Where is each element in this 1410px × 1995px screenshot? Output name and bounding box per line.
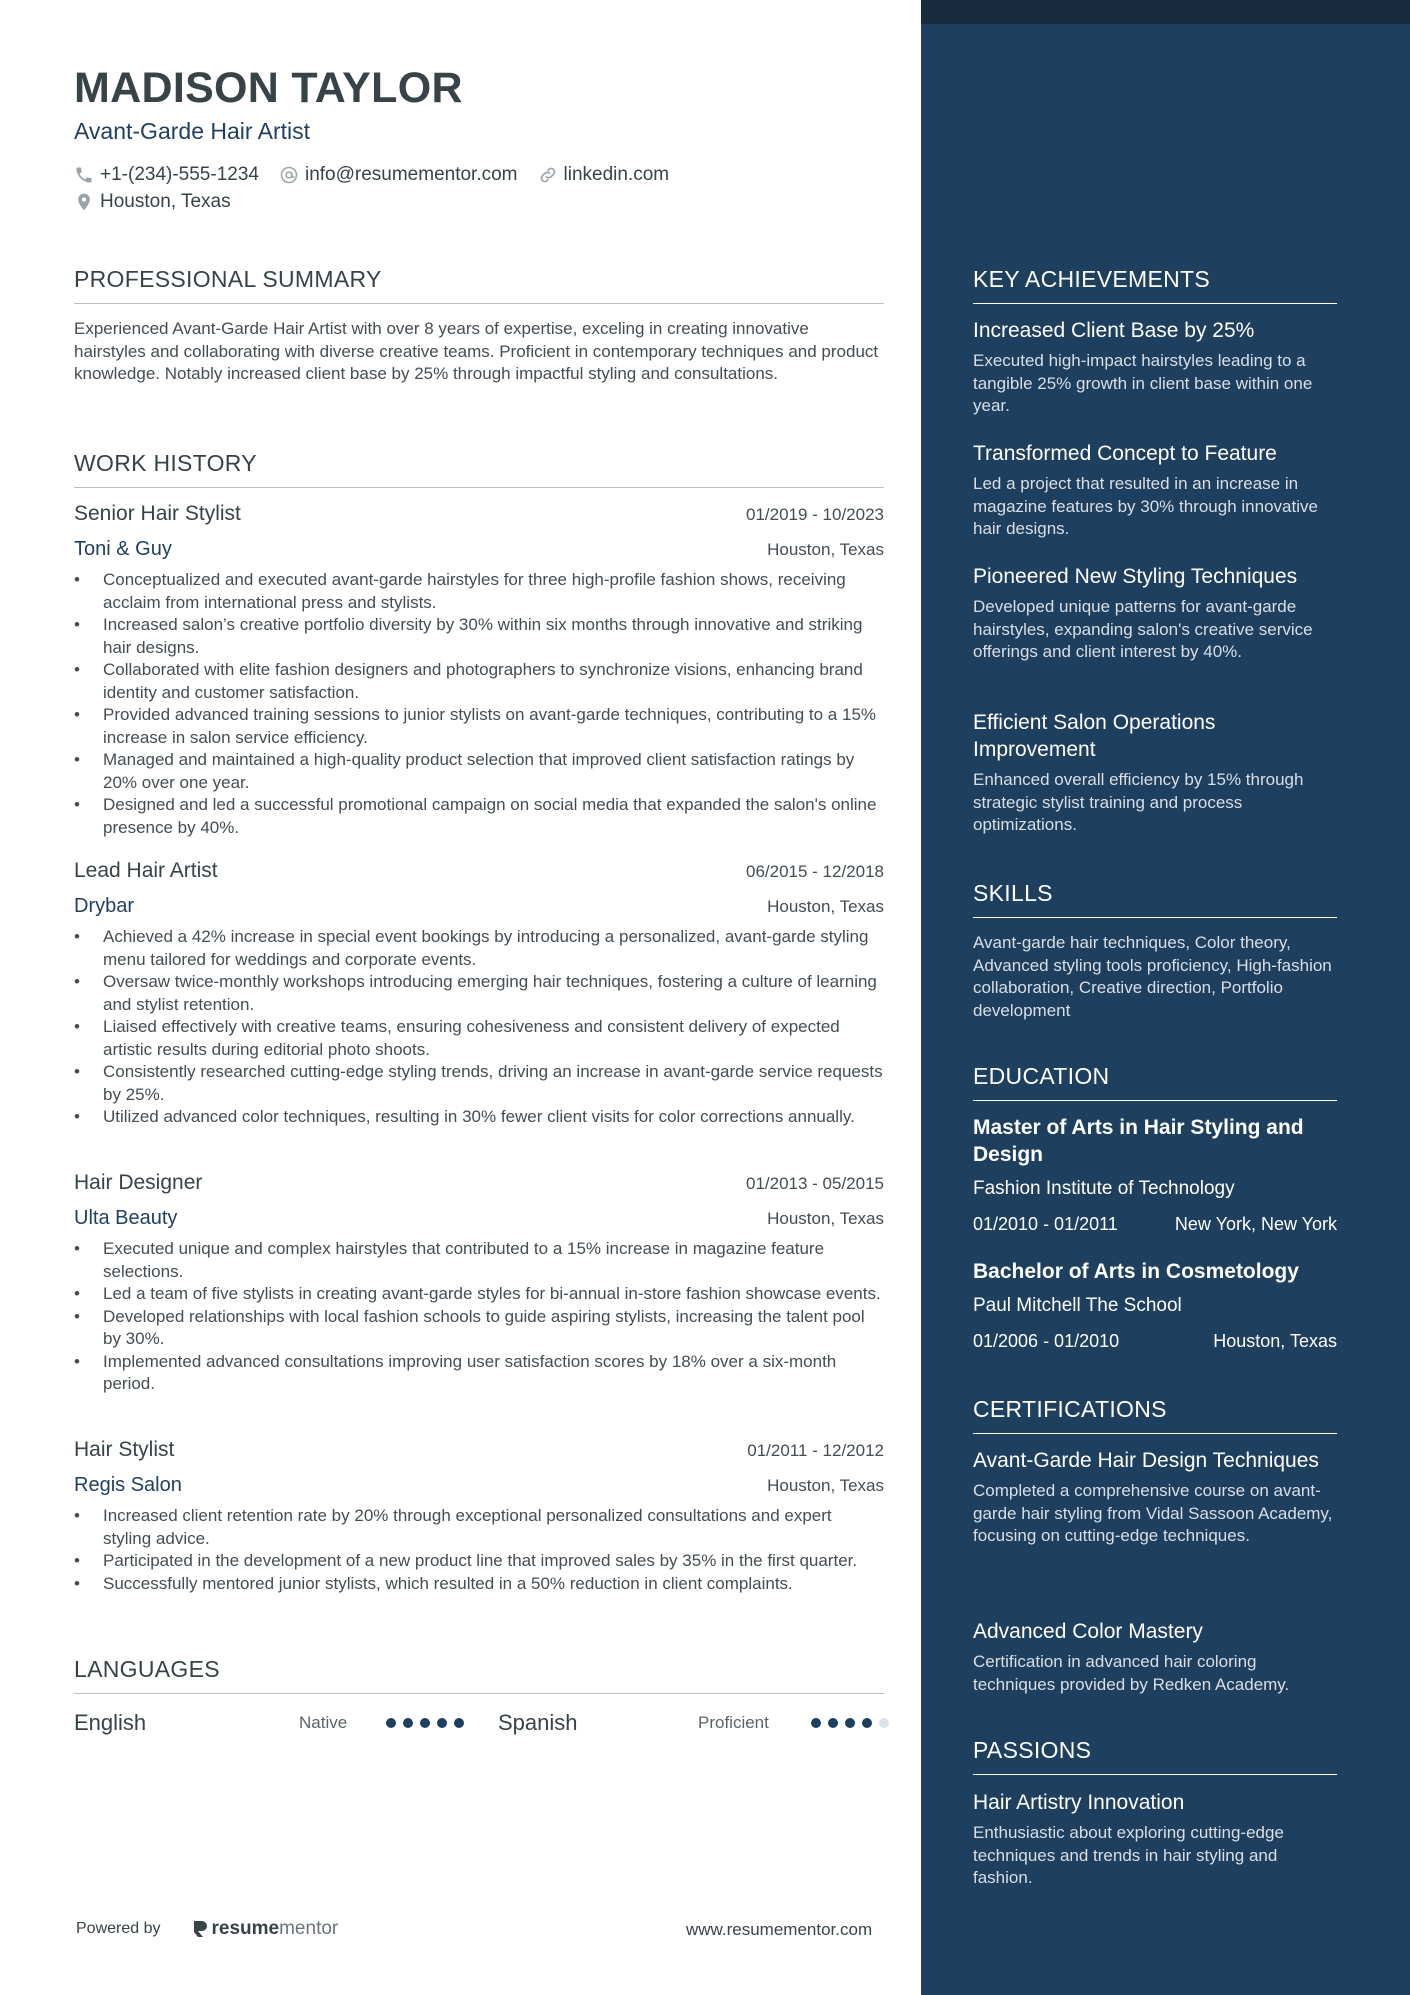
skills-block: [973, 932, 1337, 1022]
job-position: Hair Stylist: [74, 1438, 175, 1461]
bullet-item: • Managed and maintained a high-quality product selection that improved client satisfaction ratings by 20% over one year.: [74, 749, 884, 794]
certification-text: Certification in advanced hair coloring techniques provided by Redken Academy.: [973, 1652, 1290, 1694]
achievement-title: Pioneered New Styling Techniques: [973, 565, 1298, 588]
bullet-item: • Led a team of five stylists in creating avant-garde styles for bi-annual in-store fashion showcase events.: [74, 1283, 884, 1306]
job-company: Regis Salon: [74, 1474, 182, 1496]
job-company: Drybar: [74, 895, 135, 917]
education-degree: Master of Arts in Hair Styling and Design: [973, 1116, 1304, 1166]
language-item: [74, 1710, 471, 1736]
job-bullets: [74, 1238, 884, 1396]
rating-dot-filled: [454, 1718, 464, 1728]
achievement-text: Led a project that resulted in an increase in magazine features by 30% through innovative hair designs.: [973, 474, 1318, 538]
rating-dot-filled: [403, 1718, 413, 1728]
achievements-heading: KEY ACHIEVEMENTS: [973, 266, 1337, 304]
work-history-heading: WORK HISTORY: [74, 450, 884, 488]
rating-dot-filled: [845, 1718, 855, 1728]
bullet-item: • Achieved a 42% increase in special event bookings by introducing a personalized, avant-garde styling menu tailored for weddings and corporate events.: [74, 926, 884, 971]
bullet-item: • Liaised effectively with creative teams, ensuring cohesiveness and consistent delivery of expected artistic results during editorial photo shoots.: [74, 1016, 884, 1061]
bullet-item: • Increased salon’s creative portfolio diversity by 30% within six months through innovative and striking hair designs.: [74, 614, 884, 659]
email-text: info@resumementor.com: [304, 163, 518, 185]
job-company: Ulta Beauty: [74, 1207, 178, 1229]
contact-location: [74, 191, 231, 213]
education-dates: 01/2010 - 01/2011: [973, 1214, 1118, 1234]
job-title: Avant-Garde Hair Artist: [74, 118, 311, 144]
job-dates: 01/2019 - 10/2023: [745, 505, 884, 524]
website-link[interactable]: www.resumementor.com: [686, 1920, 873, 1939]
brand-logo[interactable]: [191, 1918, 339, 1940]
education-school: Paul Mitchell The School: [973, 1295, 1182, 1316]
rating-dot-filled: [862, 1718, 872, 1728]
rating-dot-empty: [879, 1718, 889, 1728]
certification-title: Advanced Color Mastery: [973, 1620, 1203, 1643]
language-name: Spanish: [498, 1710, 578, 1735]
job-bullets: [74, 1505, 884, 1595]
location-pin-icon: [74, 192, 94, 212]
bullet-item: • Oversaw twice-monthly workshops introducing emerging hair techniques, fostering a culture of learning and stylist retention.: [74, 971, 884, 1016]
language-level: Proficient: [698, 1713, 769, 1732]
job-position: Senior Hair Stylist: [74, 502, 241, 525]
at-icon: [279, 165, 299, 185]
certification-item: [973, 1618, 1337, 1696]
job-entry: [74, 1171, 884, 1396]
language-rating: [811, 1718, 896, 1728]
resumementor-logo-icon: [191, 1919, 209, 1939]
achievement-title: Transformed Concept to Feature: [973, 442, 1277, 465]
contact-email[interactable]: [279, 164, 518, 186]
job-dates: 06/2015 - 12/2018: [745, 862, 884, 881]
language-name: English: [74, 1710, 147, 1735]
rating-dot-filled: [420, 1718, 430, 1728]
link-icon: [538, 165, 558, 185]
job-location: Houston, Texas: [767, 1476, 884, 1495]
job-entry: [74, 859, 884, 1129]
job-dates: 01/2013 - 05/2015: [745, 1174, 884, 1193]
education-item: [973, 1258, 1337, 1352]
phone-icon: [74, 165, 94, 185]
sidebar-top-bar: [921, 0, 1410, 24]
bullet-item: • Utilized advanced color techniques, resulting in 30% fewer client visits for color corrections annually.: [74, 1106, 884, 1129]
contact-phone[interactable]: [74, 164, 259, 186]
achievement-item: [973, 317, 1337, 418]
skills-heading: SKILLS: [973, 880, 1337, 918]
contact-linkedin[interactable]: [538, 164, 670, 186]
bullet-item: • Collaborated with elite fashion designers and photographers to synchronize visions, enhancing brand identity and customer satisfaction.: [74, 659, 884, 704]
education-school: Fashion Institute of Technology: [973, 1178, 1235, 1199]
certification-title: Avant-Garde Hair Design Techniques: [973, 1449, 1319, 1472]
achievement-title: Increased Client Base by 25%: [973, 319, 1255, 342]
language-item: [498, 1710, 896, 1736]
summary-heading: PROFESSIONAL SUMMARY: [74, 266, 884, 304]
summary-text: Experienced Avant-Garde Hair Artist with over 8 years of expertise, exceling in creating innovative hairstyles and collaborating with diverse creative teams. Proficient in contemporary techniques and product knowledge. Notably increased client base by 25% through impactful styling and consultations.: [74, 319, 879, 383]
job-location: Houston, Texas: [767, 540, 884, 559]
rating-dot-filled: [828, 1718, 838, 1728]
bullet-item: • Conceptualized and executed avant-garde hairstyles for three high-profile fashion shows, receiving acclaim from international press and stylists.: [74, 569, 884, 614]
rating-dot-filled: [437, 1718, 447, 1728]
achievement-item: [973, 709, 1337, 837]
bullet-item: • Provided advanced training sessions to junior stylists on avant-garde techniques, contributing to a 15% increase in salon service efficiency.: [74, 704, 884, 749]
education-degree: Bachelor of Arts in Cosmetology: [973, 1260, 1299, 1283]
job-dates: 01/2011 - 12/2012: [747, 1441, 884, 1460]
job-bullets: [74, 926, 884, 1129]
language-rating: [386, 1718, 471, 1728]
passion-text: Enthusiastic about exploring cutting-edge techniques and trends in hair styling and fashion.: [973, 1823, 1284, 1887]
contact-info: [74, 161, 874, 215]
bullet-item: • Successfully mentored junior stylists, which resulted in a 50% reduction in client complaints.: [74, 1573, 884, 1596]
bullet-item: • Designed and led a successful promotional campaign on social media that expanded the salon's online presence by 40%.: [74, 794, 884, 839]
achievement-item: [973, 563, 1337, 664]
language-level: Native: [299, 1713, 348, 1732]
bullet-item: • Executed unique and complex hairstyles that contributed to a 15% increase in magazine feature selections.: [74, 1238, 884, 1283]
rating-dot-filled: [811, 1718, 821, 1728]
brand-name-bold: resume: [211, 1918, 280, 1939]
certifications-heading: CERTIFICATIONS: [973, 1396, 1337, 1434]
education-location: Houston, Texas: [1213, 1331, 1337, 1351]
achievement-title: Efficient Salon Operations Improvement: [973, 711, 1216, 761]
certification-text: Completed a comprehensive course on avant-garde hair styling from Vidal Sassoon Academy, focusing on cutting-edge techniques.: [973, 1481, 1333, 1545]
achievement-text: Enhanced overall efficiency by 15% through strategic stylist training and process optimizations.: [973, 770, 1304, 834]
job-entry: [74, 1438, 884, 1595]
candidate-name: MADISON TAYLOR: [74, 64, 463, 112]
brand-name-light: mentor: [279, 1918, 339, 1939]
skills-text: Avant-garde hair techniques, Color theory, Advanced styling tools proficiency, High-fashion collaboration, Creative direction, Portfolio development: [973, 933, 1332, 1020]
bullet-item: • Implemented advanced consultations improving user satisfaction scores by 18% over a six-month period.: [74, 1351, 884, 1396]
education-item: [973, 1114, 1337, 1235]
sidebar: [921, 0, 1410, 1995]
powered-by: [76, 1918, 338, 1940]
bullet-item: • Developed relationships with local fashion schools to guide aspiring stylists, increasing the talent pool by 30%.: [74, 1306, 884, 1351]
location-text: Houston, Texas: [100, 190, 231, 212]
job-position: Hair Designer: [74, 1171, 203, 1194]
job-company: Toni & Guy: [74, 538, 172, 560]
passion-title: Hair Artistry Innovation: [973, 1791, 1185, 1814]
job-location: Houston, Texas: [767, 897, 884, 916]
job-location: Houston, Texas: [767, 1209, 884, 1228]
job-entry: [74, 502, 884, 839]
passion-item: [973, 1789, 1337, 1890]
languages-heading: LANGUAGES: [74, 1656, 884, 1694]
job-bullets: [74, 569, 884, 839]
job-position: Lead Hair Artist: [74, 859, 218, 882]
education-dates: 01/2006 - 01/2010: [973, 1331, 1120, 1351]
bullet-item: • Increased client retention rate by 20% through exceptional personalized consultations and expert styling advice.: [74, 1505, 884, 1550]
bullet-item: • Participated in the development of a new product line that improved sales by 35% in the first quarter.: [74, 1550, 884, 1573]
linkedin-text: linkedin.com: [563, 163, 670, 185]
achievement-text: Executed high-impact hairstyles leading to a tangible 25% growth in client base within one year.: [973, 351, 1313, 415]
bullet-item: • Consistently researched cutting-edge styling trends, driving an increase in avant-garde service requests by 25%.: [74, 1061, 884, 1106]
achievement-item: [973, 440, 1337, 541]
education-heading: EDUCATION: [973, 1063, 1337, 1101]
phone-text: +1-(234)-555-1234: [100, 163, 259, 185]
powered-by-label: Powered by: [76, 1920, 161, 1937]
rating-dot-filled: [386, 1718, 396, 1728]
education-location: New York, New York: [1174, 1214, 1337, 1234]
certification-item: [973, 1447, 1337, 1548]
achievement-text: Developed unique patterns for avant-garde hairstyles, expanding salon's creative service offerings and client interest by 40%.: [973, 597, 1313, 661]
passions-heading: PASSIONS: [973, 1737, 1337, 1775]
